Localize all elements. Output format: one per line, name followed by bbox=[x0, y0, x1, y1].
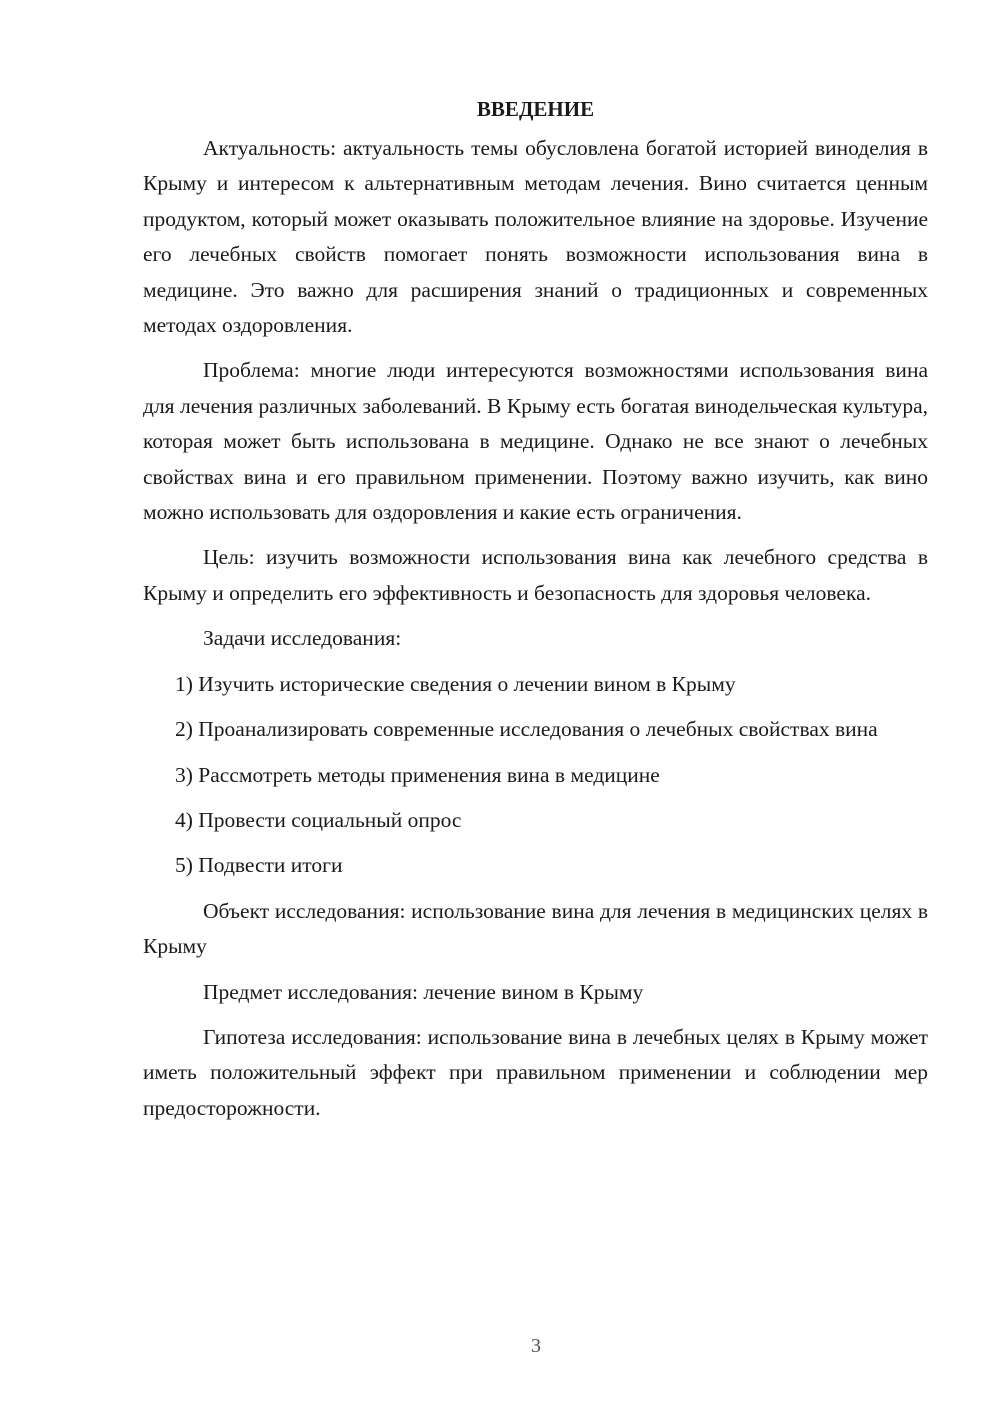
document-page bbox=[143, 92, 928, 1136]
problem-paragraph: Проблема: многие люди интересуются возможностями использования вина для лечения различных заболеваний. В Крыму есть богатая винодельческая культура, которая может быть использована в медицине. Однако не все знают о лечебных свойствах вина и его правильном применении. Поэтому важно изучить, как вино можно использовать для оздоровления и какие есть ограничения. bbox=[143, 358, 928, 525]
task-item: 5) Подвести итоги bbox=[175, 853, 343, 878]
hypothesis-paragraph: Гипотеза исследования: использование вина в лечебных целях в Крыму может иметь положительный эффект при правильном применении и соблюдении мер предосторожности. bbox=[143, 1024, 928, 1120]
page-title: ВВЕДЕНИЕ bbox=[476, 97, 595, 121]
page-number: 3 bbox=[531, 1335, 541, 1357]
tasks-heading: Задачи исследования: bbox=[203, 626, 402, 651]
subject-paragraph: Предмет исследования: лечение вином в Крыму bbox=[203, 979, 644, 1004]
task-item: 4) Провести социальный опрос bbox=[175, 807, 462, 832]
task-item: 3) Рассмотреть методы применения вина в медицине bbox=[175, 762, 660, 787]
task-item: 2) Проанализировать современные исследования о лечебных свойствах вина bbox=[175, 717, 878, 742]
task-item: 1) Изучить исторические сведения о лечении вином в Крыму bbox=[175, 671, 736, 696]
relevance-paragraph: Актуальность: актуальность темы обусловлена богатой историей виноделия в Крыму и интересом к альтернативным методам лечения. Вино считается ценным продуктом, который может оказывать положительное влияние на здоровье. Изучение его лечебных свойств помогает понять возможности использования вина в медицине. Это важно для расширения знаний о традиционных и современных методах оздоровления. bbox=[143, 136, 928, 338]
goal-paragraph: Цель: изучить возможности использования вина как лечебного средства в Крыму и определить его эффективность и безопасность для здоровья человека. bbox=[143, 545, 928, 605]
object-paragraph: Объект исследования: использование вина для лечения в медицинских целях в Крыму bbox=[143, 898, 928, 959]
